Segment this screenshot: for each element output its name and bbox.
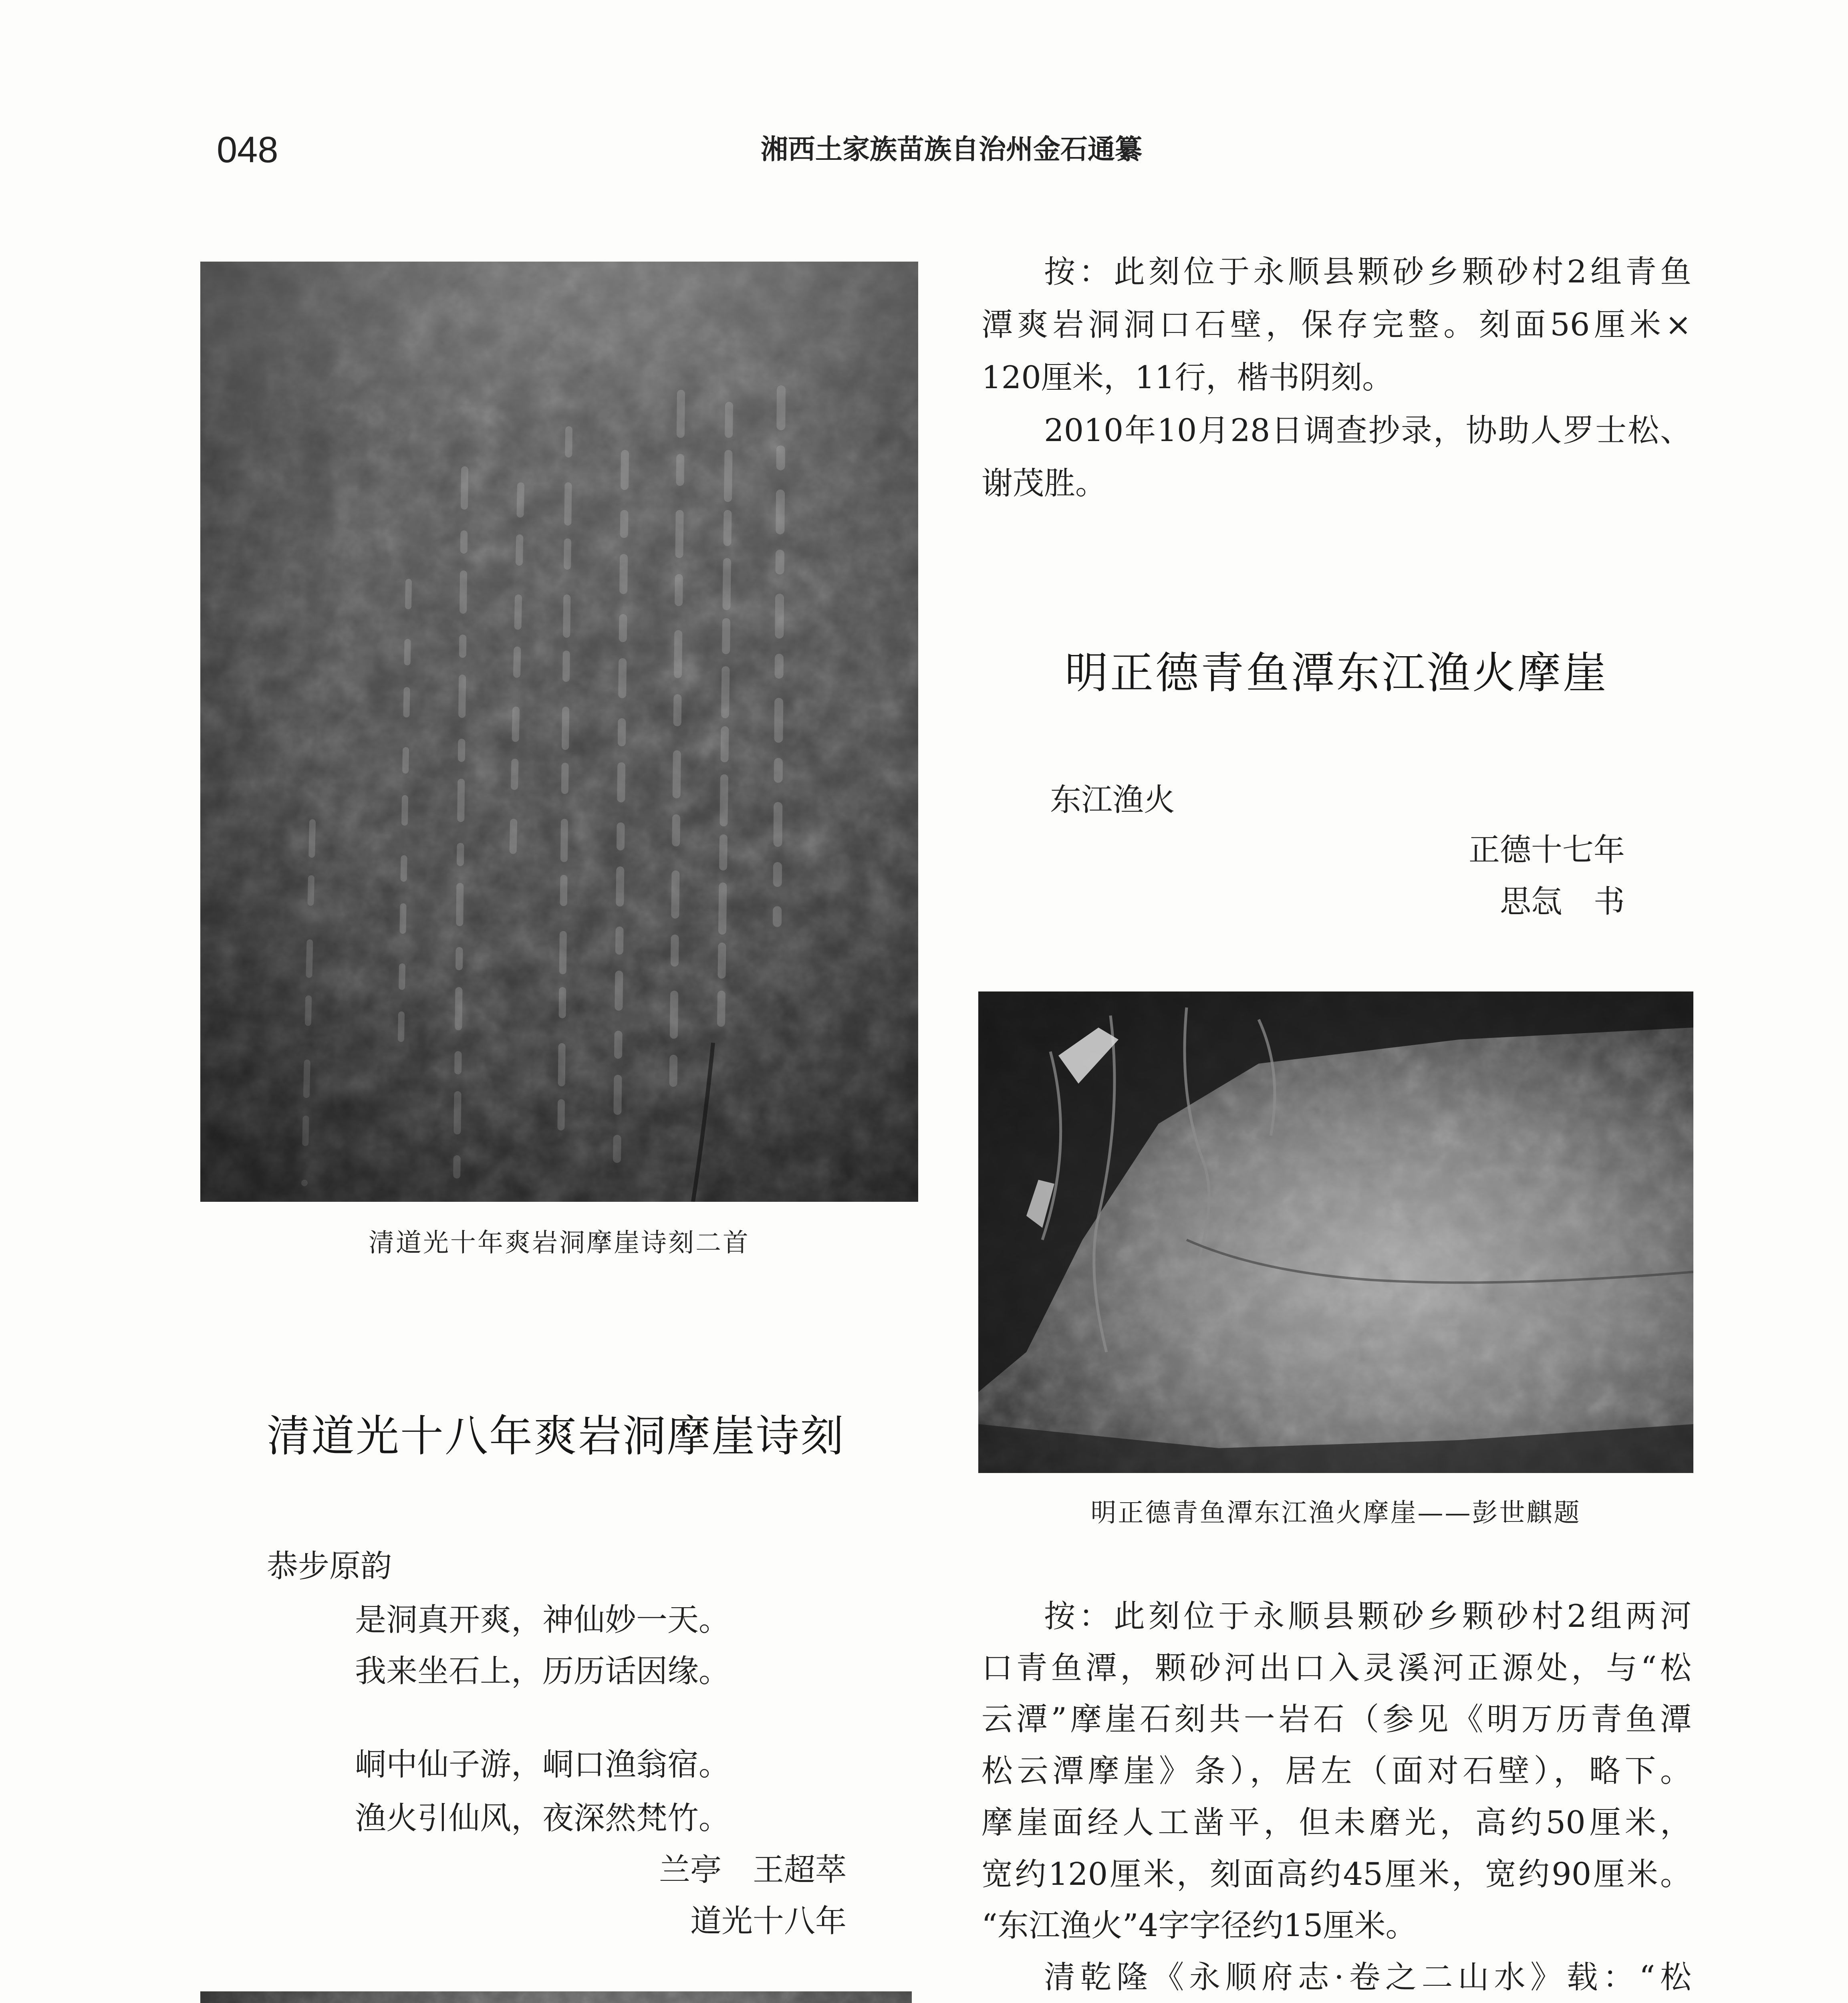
poem-date: 道光十八年 (690, 1903, 846, 1939)
running-title: 湘西土家族苗族自治州金石通纂 (760, 134, 1142, 165)
text-line: 潭爽岩洞洞口石壁，保存完整。刻面56厘米× (981, 307, 1691, 343)
photo-daoguang18-image (200, 1991, 912, 2003)
inscription-text: 东江渔火 (1050, 782, 1175, 818)
poem-line: 渔火引仙风，夜深然梵竹。 (355, 1800, 730, 1836)
zhengde-commentary (981, 1591, 1691, 2003)
photo-daoguang18-inscription (200, 1991, 912, 2003)
text-line: 按：此刻位于永顺县颗砂乡颗砂村2组两河 (1044, 1598, 1691, 1634)
inscription-date: 正德十七年 (1468, 832, 1625, 868)
figure-caption-2: 明正德青鱼潭东江渔火摩崖——彭世麒题 (1090, 1498, 1581, 1528)
photo-daoguang10-inscription (200, 262, 918, 1202)
poem-line: 我来坐石上，历历话因缘。 (355, 1653, 730, 1689)
section-heading-daoguang18: 清道光十八年爽岩洞摩崖诗刻 (267, 1411, 845, 1461)
inscription-signature: 思忥 书 (1499, 884, 1625, 920)
figure-caption-1: 清道光十年爽岩洞摩崖诗刻二首 (369, 1228, 750, 1258)
text-line: 摩崖面经人工凿平，但未磨光，高约50厘米， (981, 1804, 1691, 1841)
text-line: 按：此刻位于永顺县颗砂乡颗砂村2组青鱼 (1044, 254, 1691, 290)
poem-author: 兰亭 王超萃 (659, 1852, 846, 1888)
photo-vignette (200, 262, 918, 1202)
page-number: 048 (217, 129, 278, 170)
poem-title: 恭步原韵 (267, 1548, 392, 1584)
poem-line: 是洞真开爽，神仙妙一天。 (355, 1602, 730, 1638)
previous-entry-notes (981, 246, 1691, 510)
text-line: 松云潭摩崖》条），居左（面对石壁），略下。 (981, 1753, 1691, 1789)
photo-dongjiang-image (978, 991, 1693, 1473)
photo-daoguang10-image (200, 262, 918, 1202)
text-line: “东江渔火”4字字径约15厘米。 (981, 1908, 1417, 1944)
text-line: 清乾隆《永顺府志·卷之二山水》载：“松 (1044, 1959, 1691, 1995)
section-heading-zhengde: 明正德青鱼潭东江渔火摩崖 (1064, 648, 1608, 698)
text-line: 2010年10月28日调查抄录，协助人罗士松、 (1044, 413, 1691, 449)
text-line: 120厘米，11行，楷书阴刻。 (981, 360, 1394, 396)
photo-dongjiang-yuhuo-cliff (978, 991, 1693, 1473)
text-line: 口青鱼潭，颗砂河出口入灵溪河正源处，与“松 (981, 1650, 1691, 1686)
text-line: 云潭”摩崖石刻共一岩石（参见《明万历青鱼潭 (981, 1701, 1691, 1738)
text-line: 宽约120厘米，刻面高约45厘米，宽约90厘米。 (981, 1856, 1691, 1892)
photo-vignette (200, 1991, 912, 2003)
text-line: 谢茂胜。 (981, 465, 1107, 502)
poem-line: 峒中仙子游，峒口渔翁宿。 (355, 1747, 730, 1783)
